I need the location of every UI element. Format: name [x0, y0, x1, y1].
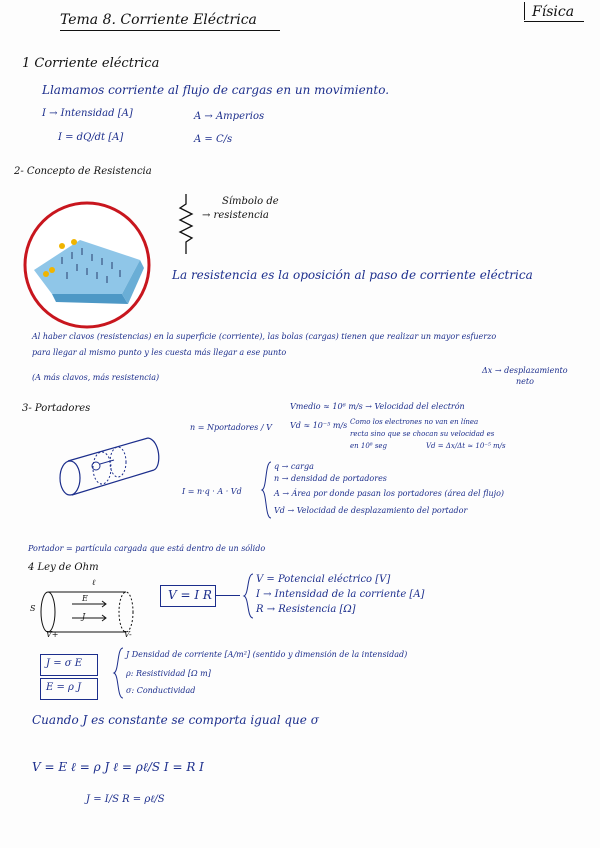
resistance-explanation-1: Al haber clavos (resistencias) en la superficie (corriente), las bolas (cargas) tienen que realizar un mayor esfuerzo — [32, 332, 497, 341]
v-drift: Vd ≈ 10⁻⁵ m/s — [290, 421, 348, 430]
j-brace — [114, 648, 124, 698]
ohm-legend-i: I → Intensidad de la corriente [A] — [256, 589, 425, 600]
wire-v-plus: V+ — [46, 630, 59, 639]
subject-label: Física — [532, 4, 575, 20]
j-formula: J = σ E — [46, 658, 83, 669]
resistor-label-2: → resistencia — [202, 210, 269, 221]
dx-label-2: neto — [516, 377, 534, 386]
ampere-unit: A = C/s — [194, 134, 233, 145]
wire-field: E — [82, 594, 88, 603]
vd-note-1: Como los electrones no van en línea — [350, 418, 479, 426]
section1-definition: Llamamos corriente al flujo de cargas en un movimiento. — [42, 83, 390, 97]
subject-underline — [524, 21, 584, 22]
subject-bar — [524, 2, 525, 20]
resistance-definition: La resistencia es la oposición al paso de corriente eléctrica — [172, 268, 533, 282]
resistance-illustration — [22, 202, 152, 332]
v-medio: Vmedio ≈ 10⁶ m/s → Velocidad del electrón — [290, 402, 465, 411]
ohm-derivation-2: J = I/S R = ρℓ/S — [86, 794, 165, 805]
ohm-law: V = I R — [168, 588, 212, 602]
carrier-note: Portador = partícula cargada que está dentro de un sólido — [28, 544, 266, 553]
ohm-brace — [244, 574, 254, 618]
ohm-legend-r: R → Resistencia [Ω] — [256, 604, 356, 615]
resistor-label-1: Símbolo de — [222, 196, 279, 207]
section1-heading: 1 Corriente eléctrica — [22, 56, 160, 71]
section4-heading: 4 Ley de Ohm — [28, 562, 99, 573]
intensity-formula: I = dQ/dt [A] — [58, 132, 124, 143]
j-legend-conductivity: σ: Conductividad — [126, 686, 196, 695]
ampere-label: A → Amperios — [194, 111, 265, 122]
j-legend-resistivity: ρ: Resistividad [Ω m] — [126, 669, 211, 678]
resistance-explanation-2: para llegar al mismo punto y les cuesta más llegar a ese punto — [32, 348, 287, 357]
vd-formula: Vd = Δx/Δt ≈ 10⁻⁵ m/s — [426, 442, 506, 450]
wire-v-minus: V- — [124, 630, 132, 639]
density-formula: n = Nportadores / V — [190, 423, 272, 432]
vd-note-2: recta sino que se chocan su velocidad es — [350, 430, 495, 438]
title-underline — [60, 30, 280, 31]
intensity-label: I → Intensidad [A] — [42, 108, 133, 119]
current-formula: I = n·q · A · Vd — [182, 487, 242, 496]
wire-area: S — [30, 604, 36, 613]
ohm-legend-v: V = Potencial eléctrico [V] — [256, 574, 391, 585]
page-title: Tema 8. Corriente Eléctrica — [60, 12, 257, 28]
wire-current-density: J — [82, 612, 86, 621]
legend-brace — [262, 462, 272, 518]
constant-note: Cuando J es constante se comporta igual que σ — [32, 713, 319, 727]
legend-area: A → Área por donde pasan los portadores (área del flujo) — [274, 489, 505, 498]
vd-note-3: en 10⁸ seg — [350, 442, 388, 450]
conductor-cylinder — [56, 432, 166, 502]
legend-density: n → densidad de portadores — [274, 474, 387, 483]
legend-charge: q → carga — [274, 462, 314, 471]
section3-heading: 3- Portadores — [22, 403, 91, 414]
ohm-derivation: V = E ℓ = ρ J ℓ = ρℓ/S I = R I — [32, 760, 204, 774]
ohm-arrow — [216, 595, 240, 596]
resistance-note: (A más clavos, más resistencia) — [32, 373, 160, 382]
resistor-symbol-icon — [176, 194, 196, 254]
e-formula: E = ρ J — [46, 682, 82, 693]
dx-label-1: Δx → desplazamiento — [482, 366, 568, 375]
j-legend-density: J Densidad de corriente [A/m²] (sentido y dimensión de la intensidad) — [126, 650, 408, 659]
wire-length: ℓ — [92, 578, 96, 587]
legend-drift-velocity: Vd → Velocidad de desplazamiento del portador — [274, 506, 468, 515]
section2-heading: 2- Concepto de Resistencia — [14, 166, 152, 177]
